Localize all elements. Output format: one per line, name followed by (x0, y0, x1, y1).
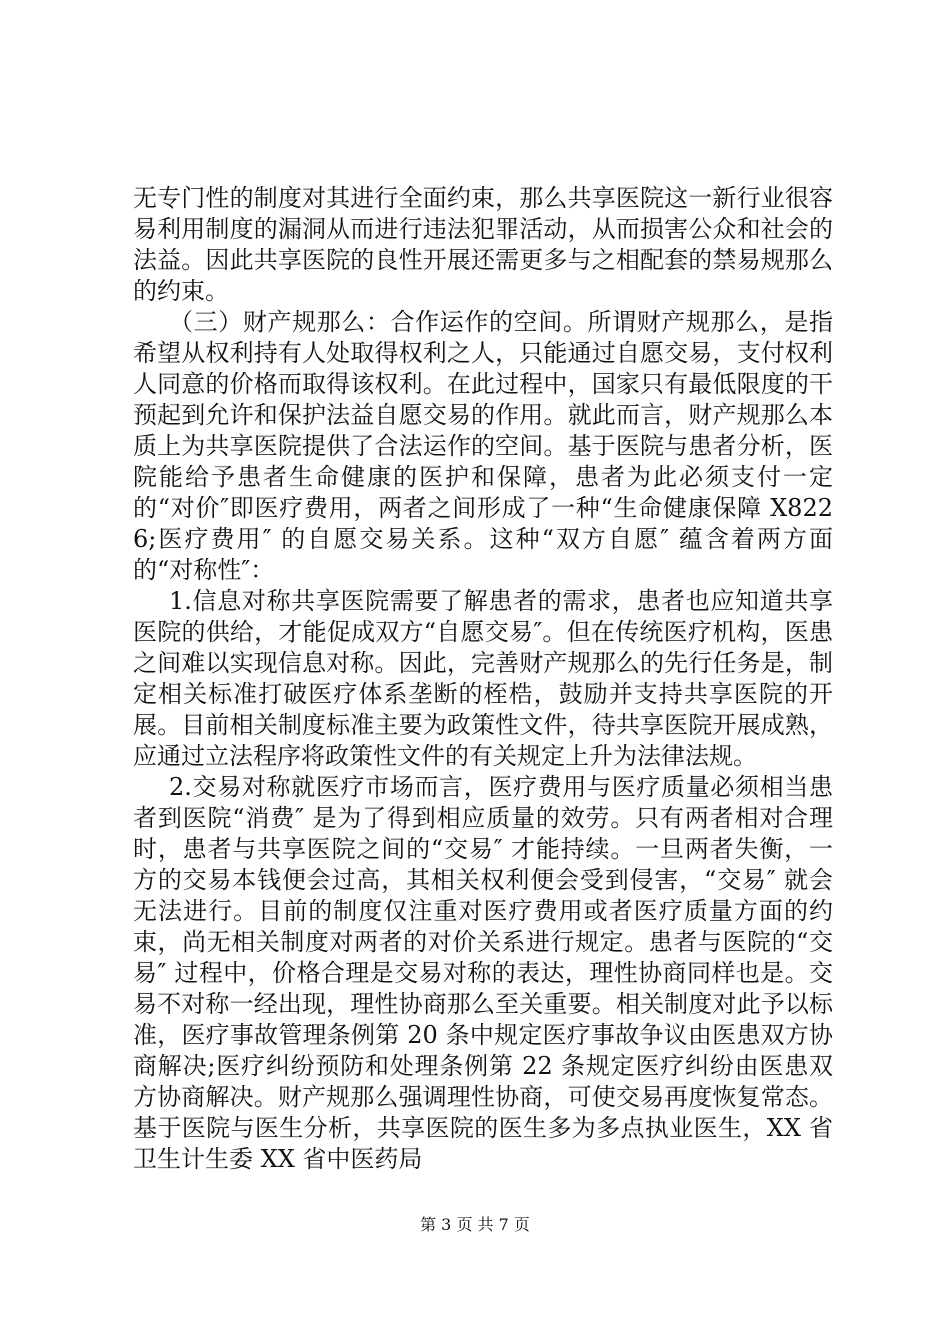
paragraph-information-symmetry: 1.信息对称共享医院需要了解患者的需求，患者也应知道共享医院的供给，才能促成双方“自愿交易″。但在传统医疗机构，医患之间难以实现信息对称。因此，完善财产规那么的先行任务是，制定相关标准打破医疗体系垄断的桎梏，鼓励并支持共享医院的开展。目前相关制度标准主要为政策性文件，待共享医院开展成熟，应通过立法程序将政策性文件的有关规定上升为法律法规。 (133, 587, 833, 770)
paragraph-continuation: 无专门性的制度对其进行全面约束，那么共享医院这一新行业很容易利用制度的漏洞从而进行违法犯罪活动，从而损害公众和社会的法益。因此共享医院的良性开展还需更多与之相配套的禁易规那么的约束。 (133, 184, 833, 305)
document-body (133, 183, 833, 1175)
paragraph-transaction-symmetry: 2.交易对称就医疗市场而言，医疗费用与医疗质量必须相当患者到医院“消费″ 是为了得到相应质量的效劳。只有两者相对合理时，患者与共享医院之间的“交易″ 才能持续。一旦两者失衡，一方的交易本钱便会过高，其相关权利便会受到侵害，“交易″ 就会无法进行。目前的制度仅注重对医疗费用或者医疗质量方面的约束，尚无相关制度对两者的对价关系进行规定。患者与医院的“交易″ 过程中，价格合理是交易对称的表达，理性协商同样也是。交易不对称一经出现，理性协商那么至关重要。相关制度对此予以标准，医疗事故管理条例第 20 条中规定医疗事故争议由医患双方协商解决;医疗纠纷预防和处理条例第 22 条规定医疗纠纷由医患双方协商解决。财产规那么强调理性协商，可使交易再度恢复常态。基于医院与医生分析，共享医院的医生多为多点执业医生，XX 省卫生计生委 XX 省中医药局 (133, 773, 833, 1173)
paragraph-property-rule: （三）财产规那么：合作运作的空间。所谓财产规那么，是指希望从权利持有人处取得权利之人，只能通过自愿交易，支付权利人同意的价格而取得该权利。在此过程中，国家只有最低限度的干预起到允许和保护法益自愿交易的作用。就此而言，财产规那么本质上为共享医院提供了合法运作的空间。基于医院与患者分析，医院能给予患者生命健康的医护和保障，患者为此必须支付一定的“对价″即医疗费用，两者之间形成了一种“生命健康保障 X8226;医疗费用″ 的自愿交易关系。这种“双方自愿″ 蕴含着两方面的“对称性″： (133, 308, 833, 584)
page-number-footer: 第 3 页 共 7 页 (420, 1215, 530, 1234)
